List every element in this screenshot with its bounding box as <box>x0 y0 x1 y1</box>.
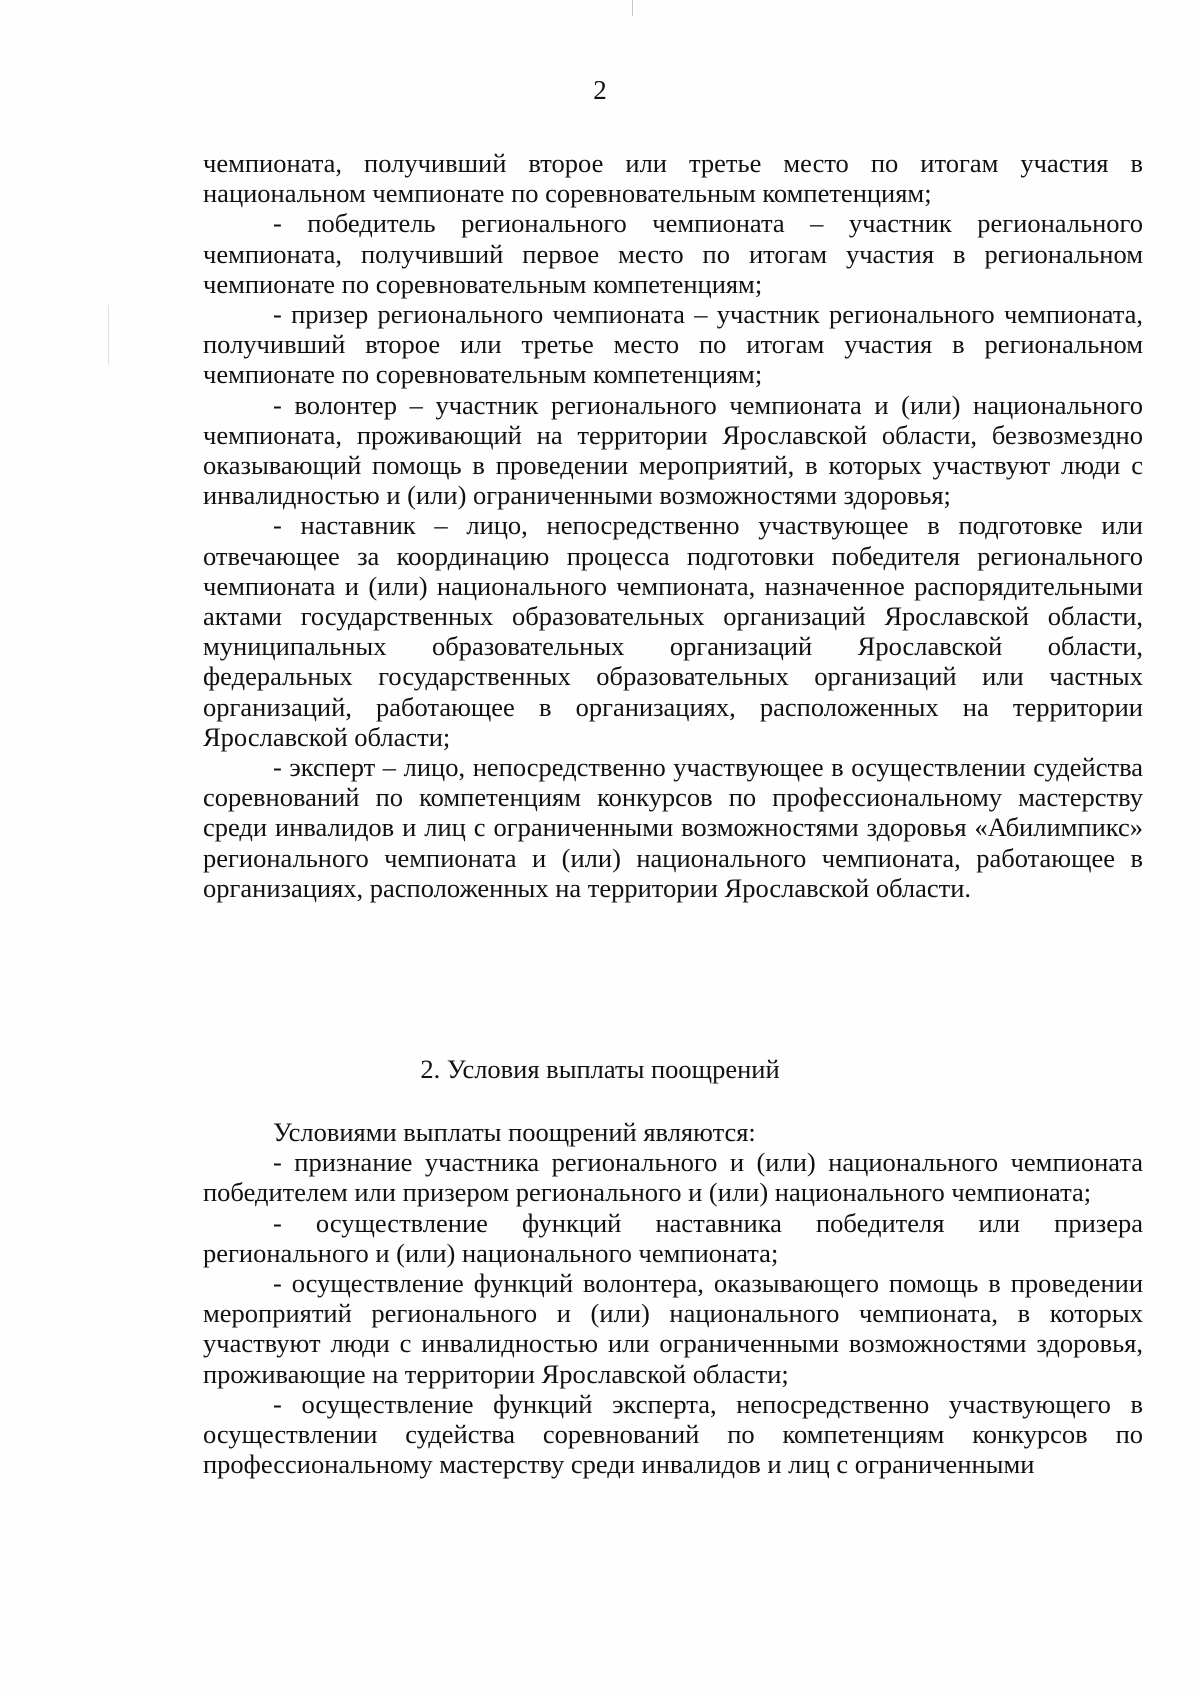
paragraph-prizewinner-regional: - призер регионального чемпионата – участник регионального чемпионата, получивший второе или третье место по итогам участия в региональном чемпионате по соревновательным компетенциям; <box>203 299 1143 390</box>
paragraph-volunteer: - волонтер – участник регионального чемпионата и (или) национального чемпионата, проживающий на территории Ярославской области, безвозмездно оказывающий помощь в проведении мероприятий, в которых участвуют люди с инвалидностью и (или) ограниченными возможностями здоровья; <box>203 389 1143 511</box>
page-number: 2 <box>593 75 607 105</box>
paragraph-continuation: чемпионата, получивший второе или третье место по итогам участия в национальном чемпионате по соревновательным компетенциям; <box>203 148 1143 209</box>
paragraph-winner-regional: - победитель регионального чемпионата – участник регионального чемпионата, получивший первое место по итогам участия в региональном чемпионате по соревновательным компетенциям; <box>203 208 1143 299</box>
scan-artifact <box>108 305 109 365</box>
paragraph-mentor: - наставник – лицо, непосредственно участвующее в подготовке или отвечающее за координацию процесса подготовки победителя регионального чемпионата и (или) национального чемпионата, назначенное распорядительными актами государственных образовательных организаций Ярославской области, муниципальных образовательных организаций Ярославской области, федеральных государственных образовательных организаций или частных организаций, работающее в организациях, расположенных на территории Ярославской области; <box>203 510 1143 752</box>
paragraph-condition-recognition: - признание участника регионального и (или) национального чемпионата победителем или призером регионального и (или) национального чемпионата; <box>203 1147 1143 1208</box>
scan-artifact <box>632 0 633 16</box>
paragraph-conditions-intro: Условиями выплаты поощрений являются: <box>273 1117 756 1147</box>
paragraph-expert: - эксперт – лицо, непосредственно участвующее в осуществлении судейства соревнований по компетенциям конкурсов по профессиональному мастерству среди инвалидов и лиц с ограниченными возможностями здоровья «Абилимпикс» регионального чемпионата и (или) национального чемпионата, работающее в организациях, расположенных на территории Ярославской области. <box>203 752 1143 903</box>
conditions-block <box>203 1117 1143 1479</box>
paragraph-condition-volunteer: - осуществление функций волонтера, оказывающего помощь в проведении мероприятий регионального и (или) национального чемпионата, в которых участвуют люди с инвалидностью или ограниченными возможностями здоровья, проживающие на территории Ярославской области; <box>203 1268 1143 1389</box>
paragraph-condition-expert: - осуществление функций эксперта, непосредственно участвующего в осуществлении судейства соревнований по компетенциям конкурсов по профессиональному мастерству среди инвалидов и лиц с ограниченными <box>203 1388 1143 1480</box>
paragraph-condition-mentor: - осуществление функций наставника победителя или призера регионального и (или) национального чемпионата; <box>203 1207 1143 1268</box>
section-heading: 2. Условия выплаты поощрений <box>420 1054 780 1084</box>
definitions-block <box>203 148 1143 903</box>
